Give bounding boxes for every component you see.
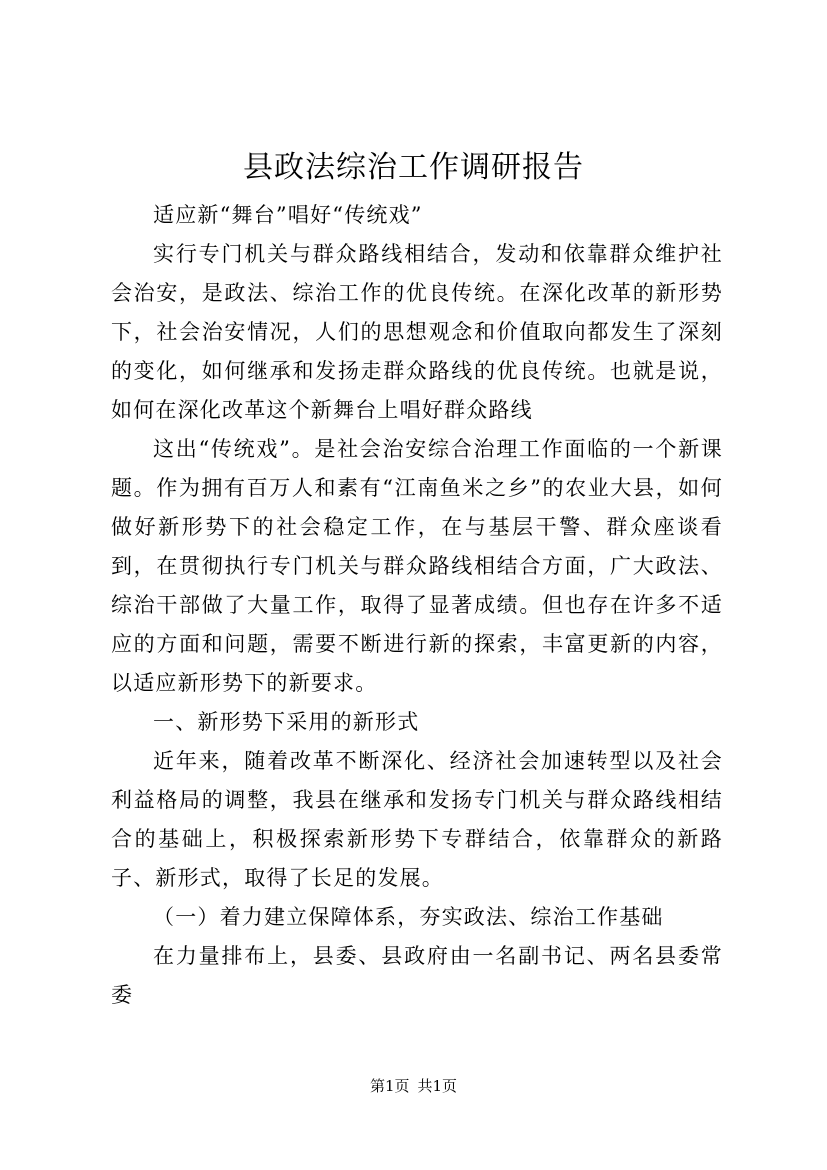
paragraph-subtitle: 适应新“舞台”唱好“传统戏” [153, 203, 423, 227]
page-footer [0, 1076, 827, 1096]
document-title: 县政法综治工作调研报告 [243, 150, 584, 185]
page-number-total: 共1页 [417, 1077, 458, 1095]
paragraph: 近年来，随着改革不断深化、经济社会加速转型以及社会利益格局的调整，我县在继承和发扬专门机关与群众路线相结合的基础上，积极探索新形势下专群结合，依靠群众的新路子、新形式，取得了长足的发展。 [111, 749, 723, 890]
paragraph: 实行专门机关与群众路线相结合，发动和依靠群众维护社会治安，是政法、综治工作的优良传统。在深化改革的新形势下，社会治安情况，人们的思想观念和价值取向都发生了深刻的变化，如何继承和发扬走群众路线的优良传统。也就是说，如何在深化改革这个新舞台上唱好群众路线 [111, 242, 723, 422]
paragraph: 在力量排布上，县委、县政府由一名副书记、两名县委常委 [111, 944, 723, 1007]
document-body [111, 196, 723, 1015]
page-number-current: 第1页 [369, 1077, 410, 1095]
subsection-heading: （一）着力建立保障体系，夯实政法、综治工作基础 [153, 905, 664, 929]
section-heading: 一、新形势下采用的新形式 [153, 710, 420, 734]
paragraph: 这出“传统戏”。是社会治安综合治理工作面临的一个新课题。作为拥有百万人和素有“江南鱼米之乡”的农业大县，如何做好新形势下的社会稳定工作，在与基层干警、群众座谈看到，在贯彻执行专门机关与群众路线相结合方面，广大政法、综治干部做了大量工作，取得了显著成绩。但也存在许多不适应的方面和问题，需要不断进行新的探索，丰富更新的内容，以适应新形势下的新要求。 [111, 437, 723, 695]
